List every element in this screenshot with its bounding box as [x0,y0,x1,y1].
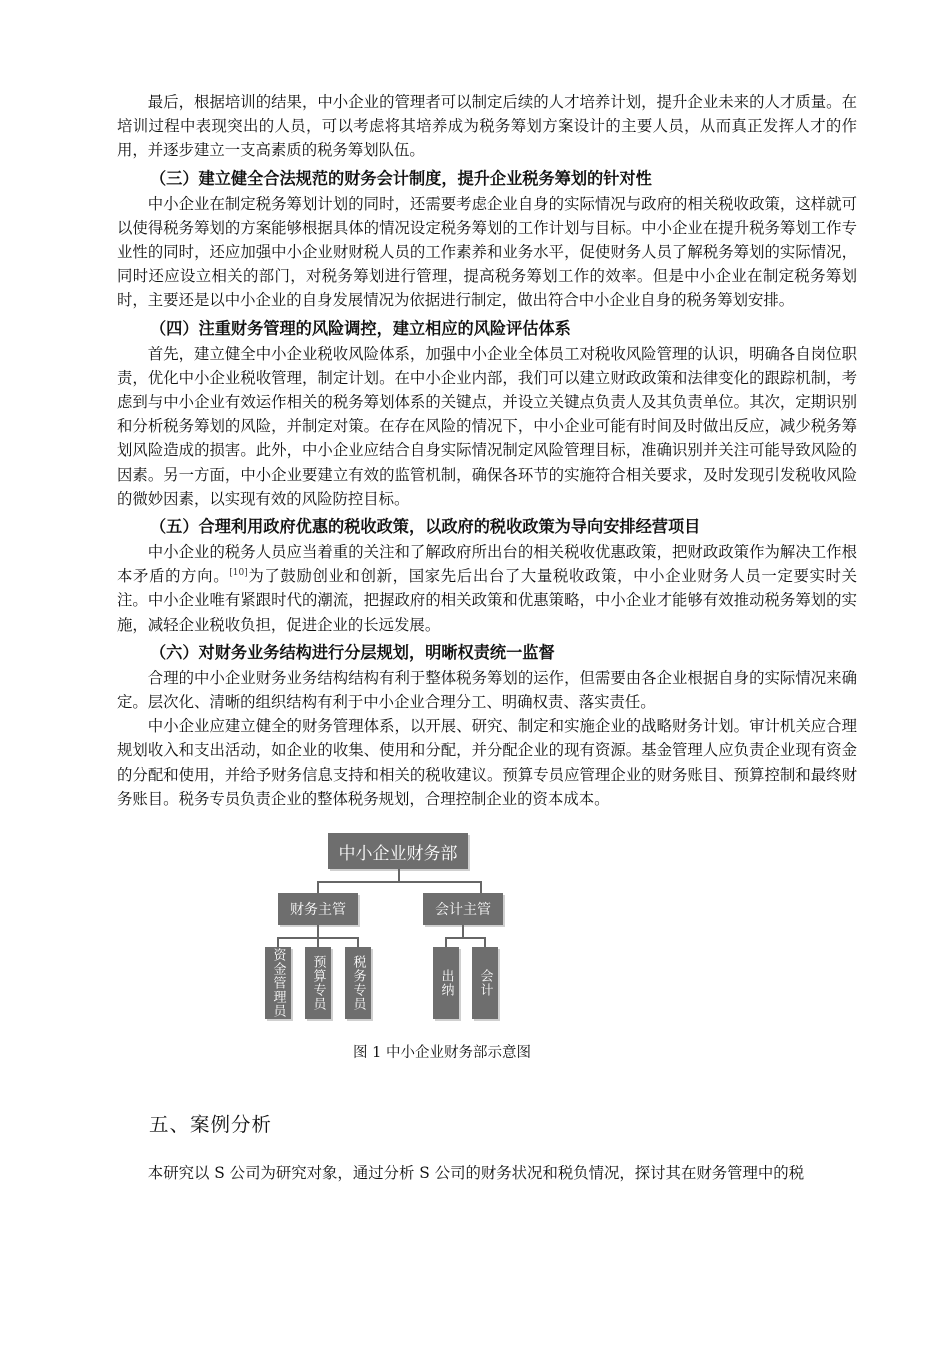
citation-ref[interactable]: [10] [229,568,248,579]
section-3-heading: （三）建立健全合法规范的财务会计制度，提升企业税务筹划的针对性 [150,168,652,188]
section-5-body-part-a: 中小企业的税务人员应当着重的关注和了解政府所出台的相关税收优惠政策，把财政政策作为解决工作根本矛盾的方向。 [117,543,857,586]
connector [398,869,400,881]
org-child-fund-manager: 资金管理员 [265,947,291,1019]
connector [445,937,447,947]
section-4-heading: （四）注重财务管理的风险调控，建立相应的风险评估体系 [150,318,571,338]
org-child-accountant: 会计 [472,947,498,1019]
connector [480,881,482,893]
connector [462,925,464,937]
connector [484,937,486,947]
section-5-body-part-b: 为了鼓励创业和创新，国家先后出台了大量税收政策，中小企业财务人员一定要实时关注。中小企业唯有紧跟时代的潮流，把握政府的相关政策和优惠策略，中小企业才能够有效推动税务筹划的实施，减轻企业税收负担，促进企业的长远发展。 [117,567,857,634]
section-6-body-1: 合理的中小企业财务业务结构结构有利于整体税务筹划的运作，但需要由各企业根据自身的实际情况来确定。层次化、清晰的组织结构有利于中小企业合理分工、明确权责、落实责任。 [117,668,857,712]
org-root-box: 中小企业财务部 [328,833,468,869]
connector [317,881,319,893]
connector [317,937,319,947]
org-child-tax-specialist: 税务专员 [345,947,371,1019]
org-manager-accounting: 会计主管 [423,893,503,925]
connector [357,937,359,947]
connector [445,937,485,939]
connector [317,925,319,937]
chapter-5-body: 本研究以 S 公司为研究对象，通过分析 S 公司的财务状况和税负情况，探讨其在财务管理中的税 [147,1164,805,1183]
paragraph-training-result: 最后，根据培训的结果，中小企业的管理者可以制定后续的人才培养计划，提升企业未来的人才质量。在培训过程中表现突出的人员，可以考虑将其培养成为税务筹划方案设计的主要人员，从而真正发挥人才的作用，并逐步建立一支高素质的税务筹划队伍。 [117,93,857,160]
org-child-cashier: 出纳 [433,947,459,1019]
section-5-heading: （五）合理利用政府优惠的税收政策，以政府的税收政策为导向安排经营项目 [150,517,701,537]
connector [277,937,279,947]
org-chart [117,831,857,1071]
section-5-body [117,540,857,637]
section-6-body-2: 中小企业应建立健全的财务管理体系，以开展、研究、制定和实施企业的战略财务计划。审计机关应合理规划收入和支出活动，如企业的收集、使用和分配，并分配企业的现有资源。基金管理人应负责企业现有资金的分配和使用，并给予财务信息支持和相关的税收建议。预算专员应管理企业的财务账目、预算控制和最终财务账目。税务专员负责企业的整体税务规划，合理控制企业的资本成本。 [117,717,857,808]
section-6-heading: （六）对财务业务结构进行分层规划，明晰权责统一监督 [150,642,555,662]
connector [317,881,481,883]
org-child-budget-specialist: 预算专员 [305,947,331,1019]
org-manager-finance: 财务主管 [278,893,358,925]
figure-caption: 图 1 中小企业财务部示意图 [353,1045,531,1062]
chapter-5-heading: 五、案例分析 [149,1113,273,1137]
section-3-body: 中小企业在制定税务筹划计划的同时，还需要考虑企业自身的实际情况与政府的相关税收政策，这样就可以使得税务筹划的方案能够根据具体的情况设定税务筹划的工作计划与目标。中小企业在提升税务筹划工作专业性的同时，还应加强中小企业财财税人员的工作素养和业务水平，促使财务人员了解税务筹划的实际情况，同时还应设立相关的部门，对税务筹划进行管理，提高税务筹划工作的效率。但是中小企业在制定税务筹划时，主要还是以中小企业的自身发展情况为依据进行制定，做出符合中小企业自身的税务筹划安排。 [117,194,857,310]
section-4-body: 首先，建立健全中小企业税收风险体系，加强中小企业全体员工对税收风险管理的认识，明确各自岗位职责，优化中小企业税收管理，制定计划。在中小企业内部，我们可以建立财政政策和法律变化的跟踪机制，考虑到与中小企业有效运作相关的税务筹划体系的关键点，并设立关键点负责人及其负责单位。其次，定期识别和分析税务筹划的风险，并制定对策。在存在风险的情况下，中小企业可能有时间及时做出反应，减少税务筹划风险造成的损害。此外，中小企业应结合自身实际情况制定风险管理目标，准确识别并关注可能导致风险的因素。另一方面，中小企业要建立有效的监管机制，确保各环节的实施符合相关要求，及时发现引发税收风险的微妙因素，以实现有效的风险防控目标。 [117,344,857,508]
document-page [117,90,857,1185]
